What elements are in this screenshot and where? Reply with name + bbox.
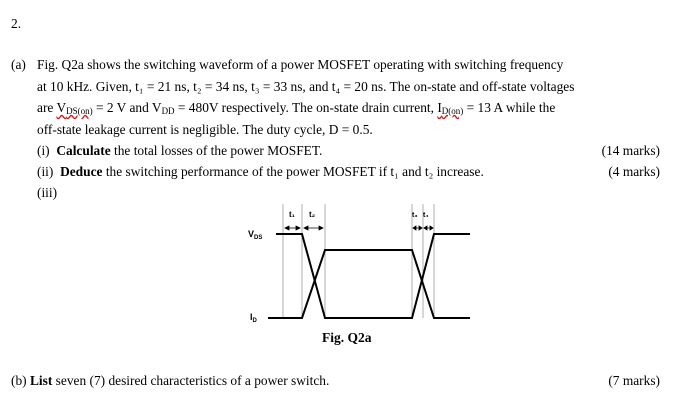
part-a-line-1: Fig. Q2a shows the switching waveform of a power MOSFET operating with switching frequency (37, 57, 564, 72)
t4-label: t₄ (423, 212, 429, 219)
id-waveform (268, 250, 470, 318)
vds-on-subscript: DS(on) (66, 106, 93, 116)
t1-label: t₁ (289, 210, 295, 219)
sub-i-marks: (14 marks) (601, 143, 660, 158)
line-3-prefix: are (37, 100, 57, 115)
line-3-mid-2: = 480V respectively. The on-state drain current, (174, 100, 438, 115)
figure-caption: Fig. Q2a (322, 330, 372, 345)
timing-arrows (285, 226, 433, 230)
line-3-suffix: = 13 A while the (463, 100, 556, 115)
part-b-label: (b) (11, 373, 27, 388)
vds-axis-label: $V_{DS}$ (248, 229, 263, 241)
part-a-line-2: at 10 kHz. Given, t₁ = 21 ns, t₂ = 34 ns, t₃ = 33 ns, and t₄ = 20 ns. The on-state and off-state voltages (37, 79, 575, 94)
part-b-marks: (7 marks) (608, 373, 660, 388)
part-b-bold: List (29, 373, 53, 388)
part-b (11, 374, 329, 387)
part-a-label: (a) (11, 57, 26, 72)
vds-waveform (276, 234, 470, 318)
question-number: 2. (11, 16, 22, 31)
sub-ii-marks: (4 marks) (608, 164, 660, 179)
vds-on-main: V (56, 100, 67, 115)
sub-i-label: (i) (37, 143, 50, 158)
sub-iii-label: (iii) (37, 185, 58, 200)
part-b-text: seven (7) desired characteristics of a power switch. (52, 373, 330, 388)
vdd-subscript: DD (161, 106, 175, 116)
timing-guides (283, 204, 434, 318)
line-3-mid: = 2 V and V (92, 100, 162, 115)
part-a-line-4: off-state leakage current is negligible. The duty cycle, D = 0.5. (37, 122, 373, 137)
t2-label: t₂ (309, 210, 316, 219)
t3-label: t₃ (412, 212, 418, 219)
sub-ii-label: (ii) (37, 164, 54, 179)
sub-ii-bold: Deduce (60, 164, 103, 179)
id-on-subscript: D(on) (441, 106, 464, 116)
id-axis-label: $I_D$ (250, 312, 257, 324)
sub-i-text: the total losses of the power MOSFET. (110, 143, 323, 158)
sub-ii-text: the switching performance of the power MOSFET if t₁ and t₂ increase. (102, 164, 484, 179)
id-on-main: I (437, 100, 442, 115)
sub-i-bold: Calculate (56, 143, 111, 158)
